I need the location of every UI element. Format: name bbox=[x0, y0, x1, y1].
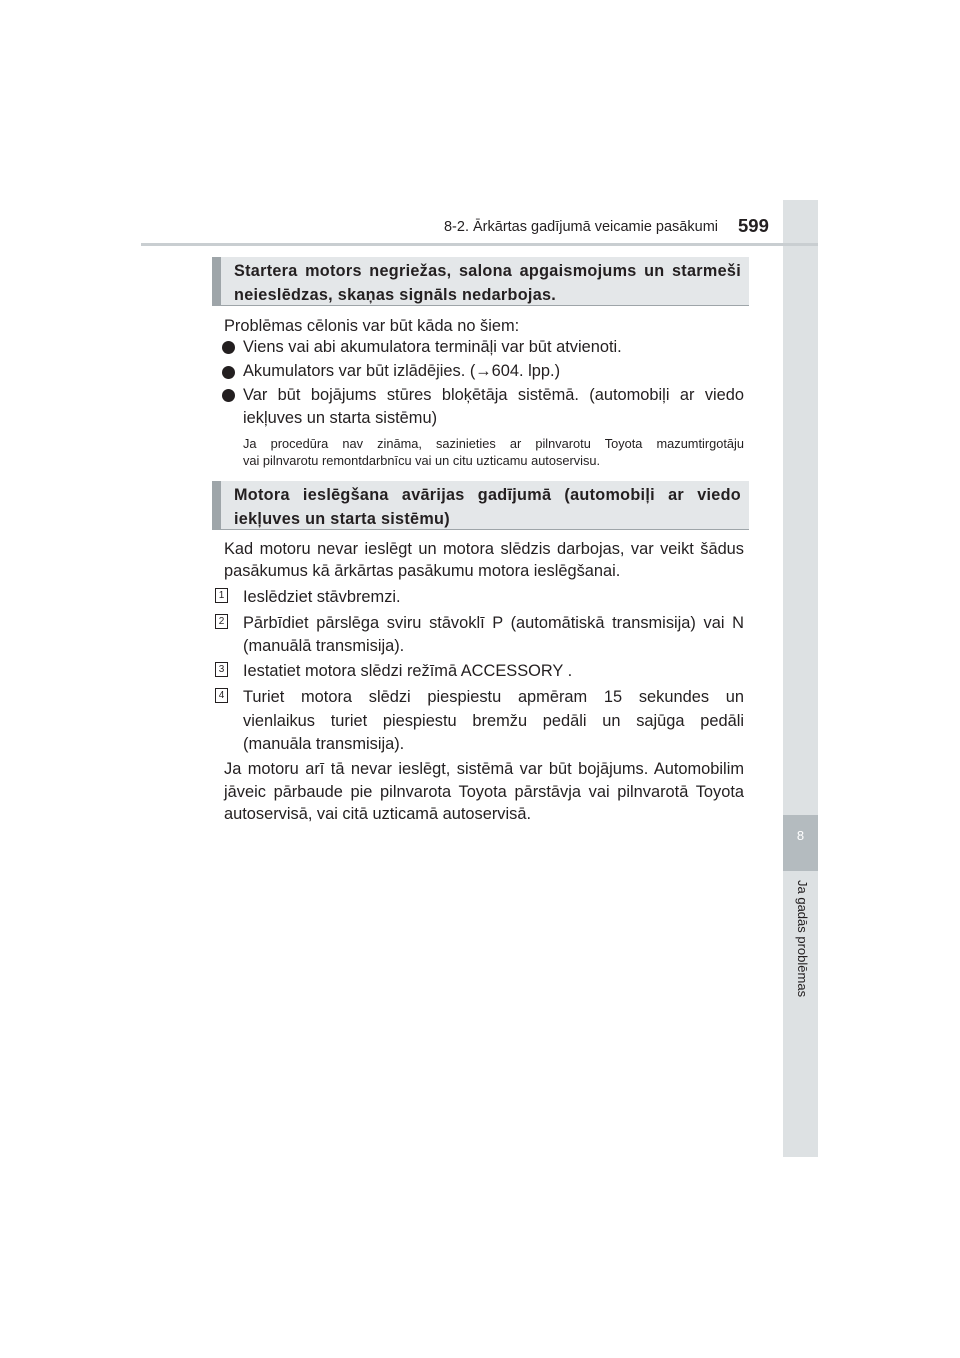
chapter-number: 8 bbox=[796, 828, 805, 843]
bullet-icon bbox=[222, 366, 235, 379]
heading-line-2: neieslēdzas, skaņas signāls nedarbojas. bbox=[234, 286, 557, 304]
step-number-badge: 3 bbox=[215, 662, 228, 677]
outro-line-2: jāveic pārbaude pie pilnvarota Toyota pārstāvja vai pilnvarotā Toyota bbox=[224, 783, 744, 801]
heading-line-1: Startera motors negriežas, salona apgaismojums un starmeši bbox=[234, 262, 741, 280]
section2-intro-line-2: pasākumus kā ārkārtas pasākumu motora ieslēgšanai. bbox=[224, 562, 621, 580]
heading-line-1: Motora ieslēgšana avārijas gadījumā (automobiļi ar viedo bbox=[234, 486, 741, 504]
step-number-badge: 1 bbox=[215, 588, 228, 603]
note-line-2: vai pilnvarotu remontdarbnīcu vai un citu uzticamu autoservisu. bbox=[243, 453, 601, 468]
step-4-line-2: vienlaikus turiet piespiestu bremžu pedāli un sajūga pedāli bbox=[243, 712, 744, 730]
step-4-line-3: (manuāla transmisija). bbox=[243, 735, 405, 753]
heading-box-emergency-start bbox=[212, 481, 749, 530]
heading-box-emergency-start-text bbox=[234, 483, 741, 531]
chapter-tab bbox=[783, 815, 818, 871]
outro-line-1: Ja motoru arī tā nevar ieslēgt, sistēmā var būt bojājums. Automobilim bbox=[224, 760, 744, 778]
section-title: 8-2. Ārkārtas gadījumā veicamie pasākumi bbox=[443, 219, 718, 235]
note-line-1: Ja procedūra nav zināma, sazinieties ar pilnvarotu Toyota mazumtirgotāju bbox=[243, 436, 744, 451]
bullet-1-text: Viens vai abi akumulatora termināļi var būt atvienoti. bbox=[243, 338, 622, 356]
step-3-text: Iestatiet motora slēdzi režīmā ACCESSORY . bbox=[243, 662, 573, 680]
heading-box-starter-text bbox=[234, 259, 741, 307]
step-number-badge: 4 bbox=[215, 688, 228, 703]
step-number-badge: 2 bbox=[215, 614, 228, 629]
bullet-2-text: Akumulators var būt izlādējies. (→604. lpp.) bbox=[243, 362, 561, 380]
step-4-line-1: Turiet motora slēdzi piespiestu apmēram 15 sekundes un bbox=[243, 688, 744, 706]
header-rule bbox=[141, 243, 818, 246]
bullet-3-line-1: Var būt bojājums stūres bloķētāja sistēmā. (automobiļi ar viedo bbox=[243, 386, 744, 404]
bullet-icon bbox=[222, 389, 235, 402]
bullet-3-line-2: iekļuves un starta sistēmu) bbox=[243, 409, 438, 427]
outro-line-3: autoservisā, vai citā uzticamā autoservisā. bbox=[224, 805, 532, 823]
chapter-title: Ja gadās problēmas bbox=[795, 880, 810, 998]
section2-intro-line-1: Kad motoru nevar ieslēgt un motora slēdzis darbojas, var veikt šādus bbox=[224, 540, 744, 558]
step-2-line-1: Pārbīdiet pārslēga sviru stāvoklī P (automātiskā transmisija) vai N bbox=[243, 614, 744, 632]
page-number: 599 bbox=[738, 215, 769, 236]
step-2-line-2: (manuālā transmisija). bbox=[243, 637, 405, 655]
heading-box-starter bbox=[212, 257, 749, 306]
heading-line-2: iekļuves un starta sistēmu) bbox=[234, 510, 450, 528]
section1-intro: Problēmas cēlonis var būt kāda no šiem: bbox=[224, 317, 520, 335]
bullet-icon bbox=[222, 341, 235, 354]
step-1-text: Ieslēdziet stāvbremzi. bbox=[243, 588, 401, 606]
